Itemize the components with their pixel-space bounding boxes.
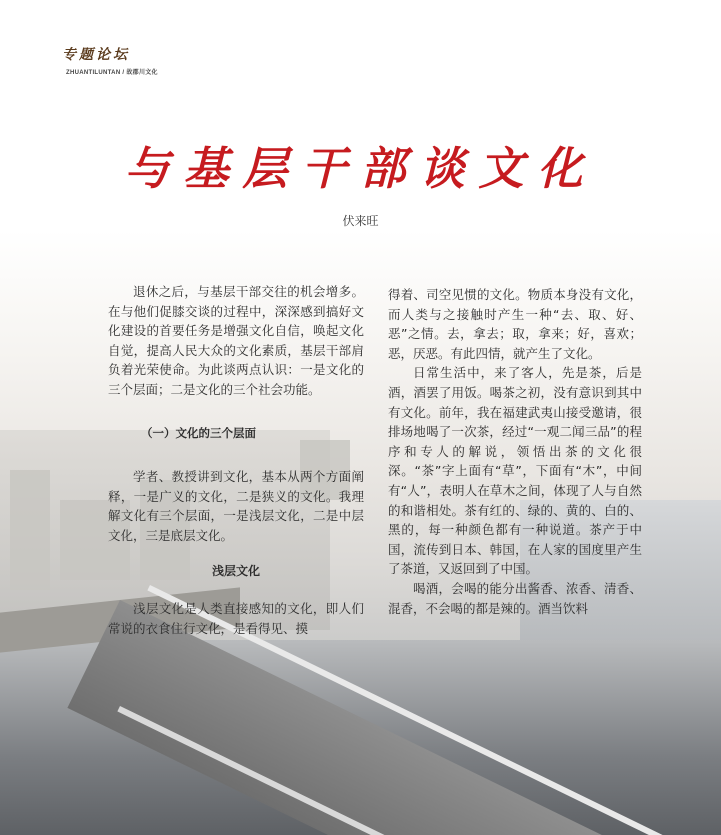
- right-column: [388, 285, 642, 618]
- column-name: 专题论坛: [62, 47, 130, 63]
- article-title: 与基层干部谈文化: [124, 142, 597, 195]
- paragraph: 退休之后，与基层干部交往的机会增多。在与他们促膝交谈的过程中，深深感到搞好文化建设的首要任务是增强文化自信，唤起文化自觉，提高人民大众的文化素质，基层干部肩负着光荣使命。为此谈两点认识：一是文化的三个层面；二是文化的三个社会功能。: [108, 284, 364, 397]
- section-heading: （一）文化的三个层面: [141, 425, 256, 440]
- paragraph: 浅层文化是人类直接感知的文化，即人们常说的衣食住行文化，是看得见、摸: [108, 601, 364, 636]
- paragraph: 学者、教授讲到文化，基本从两个方面阐释，一是广义的文化，二是狭义的文化。我理解文化有三个层面，一是浅层文化，二是中层文化，三是底层文化。: [108, 469, 364, 543]
- paragraph: 喝酒，会喝的能分出酱香、浓香、清香、混香，不会喝的都是辣的。酒当饮料: [388, 580, 642, 616]
- article-author: 伏来旺: [342, 214, 379, 228]
- subheading: 浅层文化: [211, 563, 260, 578]
- column-subtitle: ZHUANTILUNTAN / 故郡川文化: [66, 70, 158, 76]
- paragraph: 得着、司空见惯的文化。物质本身没有文化，而人类与之接触时产生一种“去、取、好、恶”之情。去，拿去；取，拿来；好，喜欢；恶，厌恶。有此四情，就产生了文化。: [388, 287, 642, 361]
- left-column: [108, 282, 364, 638]
- paragraph: 日常生活中，来了客人，先是茶，后是酒，酒罢了用饭。喝茶之初，没有意识到其中有文化。前年，我在福建武夷山接受邀请，很排场地喝了一次茶，经过“一观二闻三品”的程序和专人的解说，领悟出茶的文化很深。“茶”字上面有“草”，下面有“木”，中间有“人”，表明人在草木之间，体现了人与自然的和谐相处。茶有红的、绿的、黄的、白的、黑的，每一种颜色都有一种说道。茶产于中国，流传到日本、韩国，在人家的国度里产生了茶道，又返回到了中国。: [388, 365, 642, 577]
